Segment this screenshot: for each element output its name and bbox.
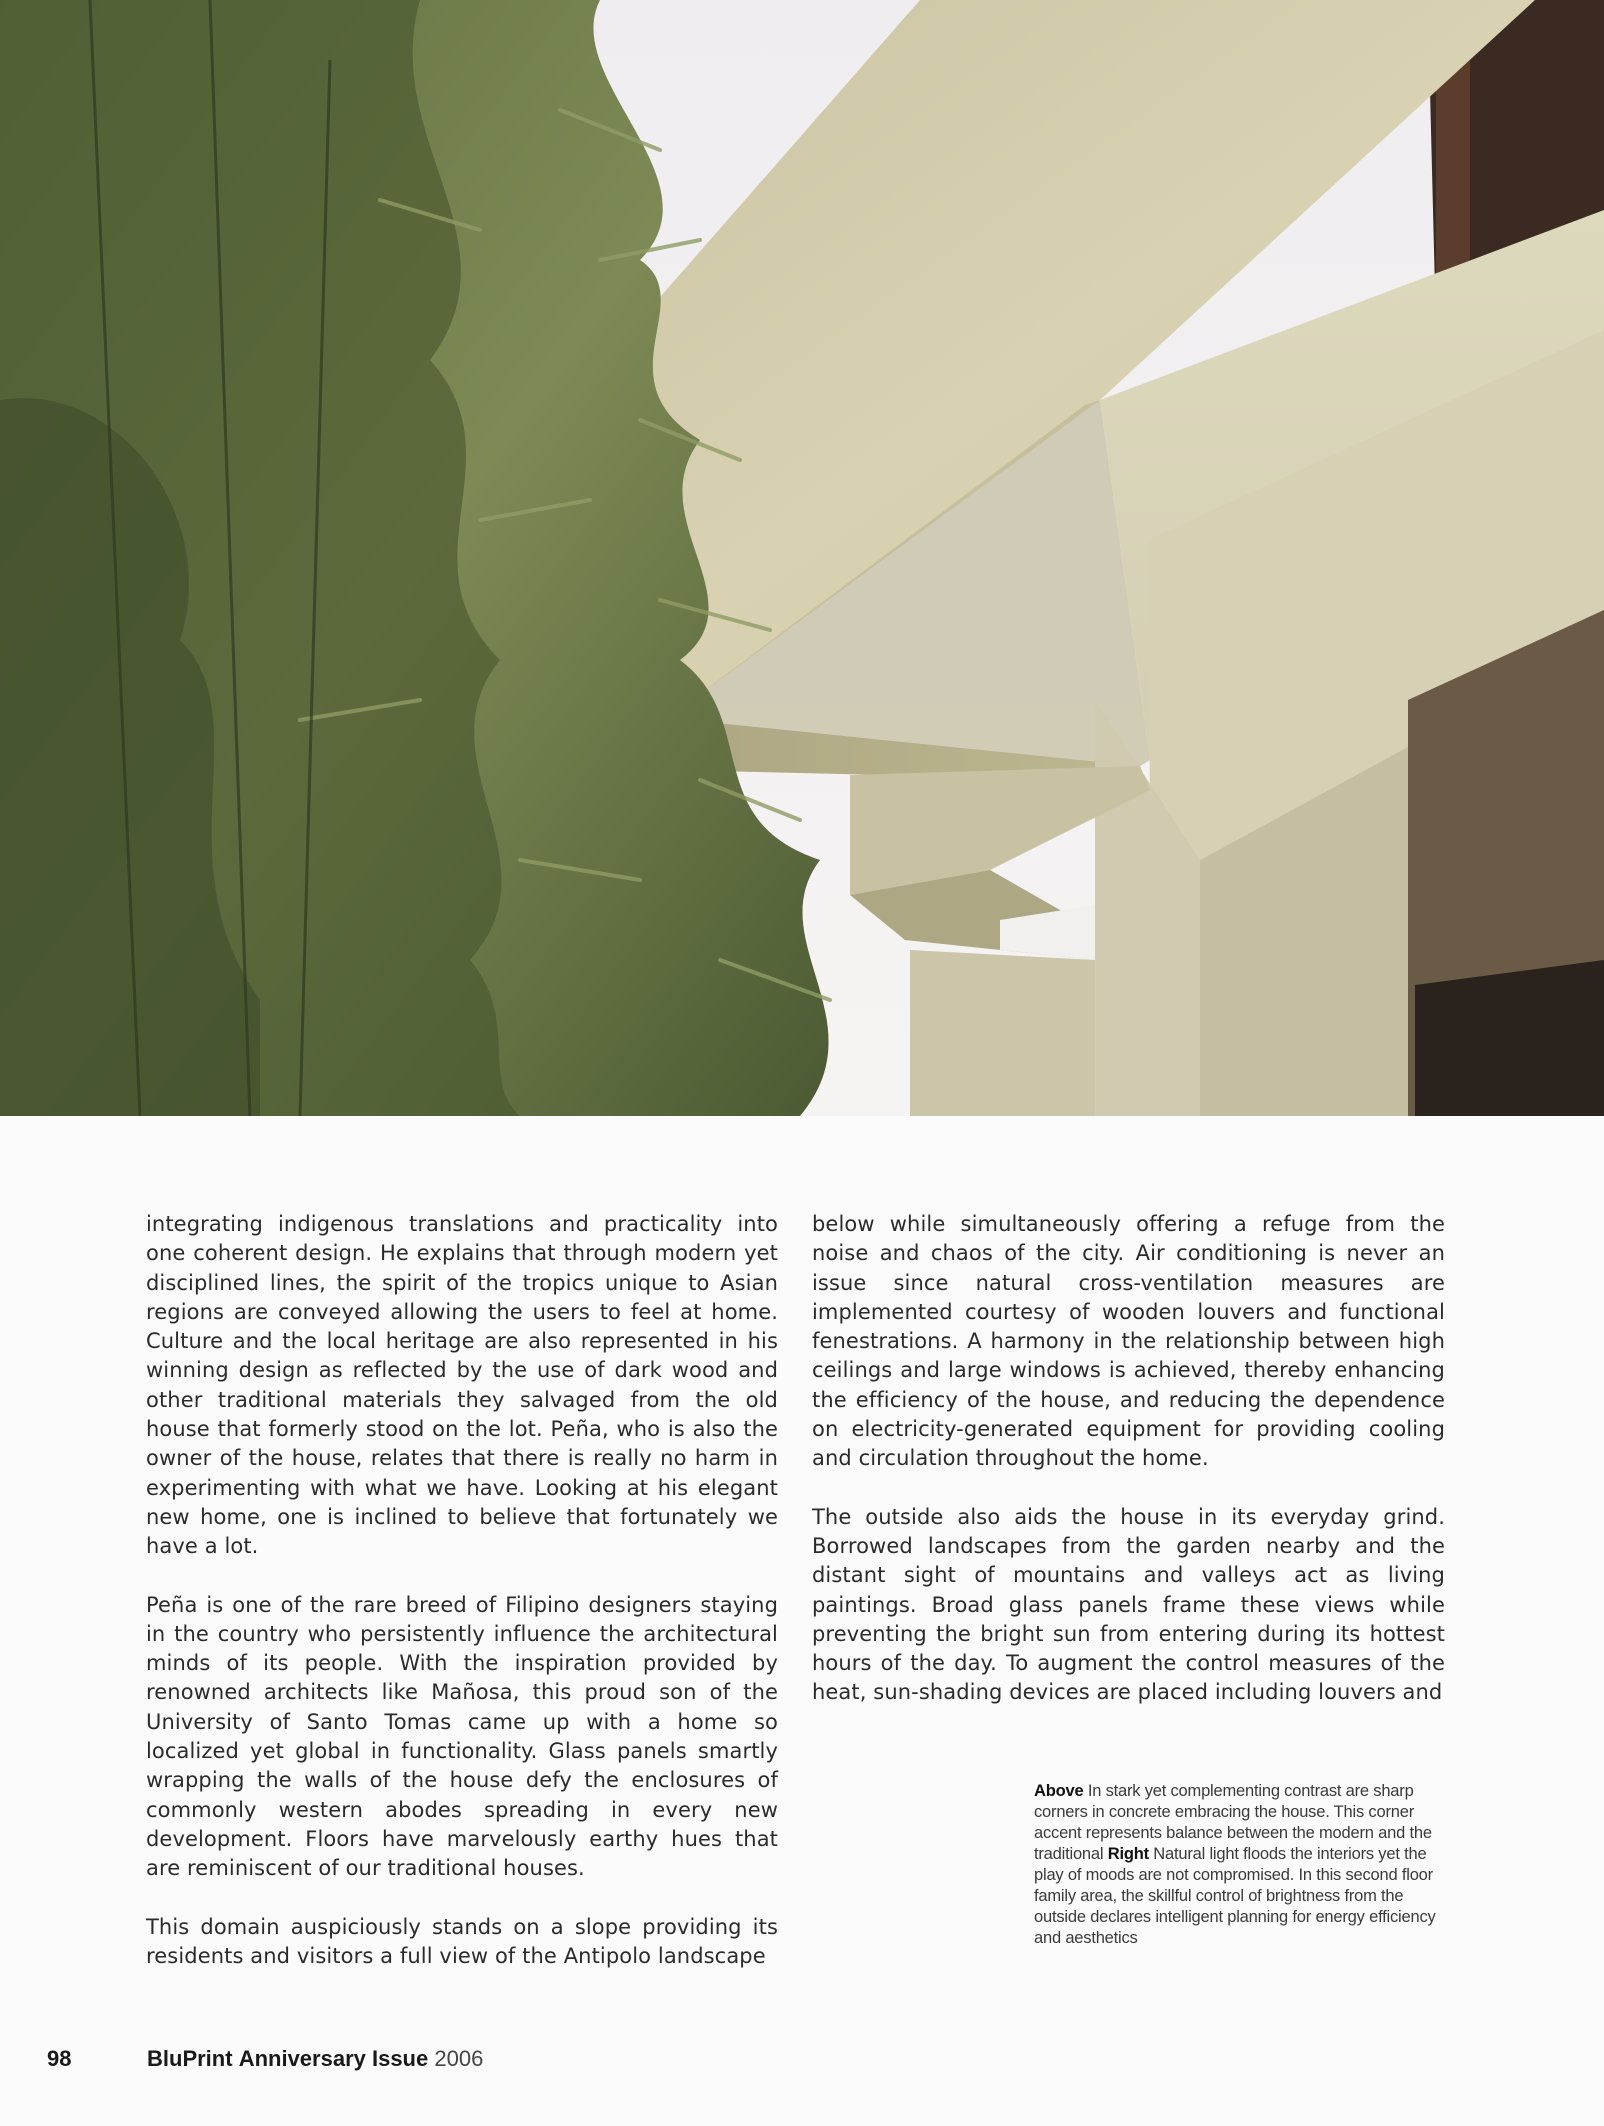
caption-right-label: Right [1107,1845,1149,1863]
photo-caption [1034,1781,1446,1949]
issue-name: Anniversary Issue [238,2046,429,2071]
article-paragraph: This domain auspiciously stands on a slope providing its residents and visitors a full view of the Antipolo landscape [146,1914,778,1968]
article-paragraph: integrating indigenous translations and practicality into one coherent design. He explains that through modern yet disciplined lines, the spirit of the tropics unique to Asian regions are conveyed allowing the users to feel at home. Culture and the local heritage are also represented in his winning design as reflected by the use of dark wood and other traditional materials they salvaged from the old house that formerly stood on the lot. Peña, who is also the owner of the house, relates that there is really no harm in experimenting with what we have. Looking at his elegant new home, one is inclined to believe that fortunately we have a lot. [146,1212,778,1559]
article-column-left [146,1210,778,1971]
page-number: 98 [47,2046,72,2071]
article-paragraph: Peña is one of the rare breed of Filipino designers staying in the country who persistently influence the architectural minds of its people. With the inspiration provided by renowned architects like Mañosa, this proud son of the University of Santo Tomas came up with a home so localized yet global in functionality. Glass panels smartly wrapping the walls of the house defy the enclosures of commonly western abodes spreading in every new development. Floors have marvelously earthy hues that are reminiscent of our traditional houses. [146,1592,778,1881]
article-paragraph: below while simultaneously offering a refuge from the noise and chaos of the city. Air conditioning is never an issue since natural cross-ventilation measures are implemented courtesy of wooden louvers and functional fenestrations. A harmony in the relationship between high ceilings and large windows is achieved, thereby enhancing the efficiency of the house, and reducing the dependence on electricity-generated equipment for providing cooling and circulation throughout the home. [812,1212,1445,1471]
caption-above-label: Above [1034,1782,1084,1800]
article-column-right [812,1210,1445,1708]
caption-above-text: In stark yet complementing contrast are sharp corners in concrete embracing the house. This corner accent represents balance between the modern and the traditional [1034,1782,1432,1863]
publication-name: BluPrint [147,2046,233,2071]
page-footer [47,2046,483,2076]
issue-year: 2006 [434,2046,484,2071]
article-paragraph: The outside also aids the house in its everyday grind. Borrowed landscapes from the garden nearby and the distant sight of mountains and valleys act as living paintings. Broad glass panels frame these views while preventing the bright sun from entering during its hottest hours of the day. To augment the control measures of the heat, sun-shading devices are placed including louvers and [812,1504,1445,1705]
caption-right-text: Natural light floods the interiors yet the play of moods are not compromised. In this second floor family area, the skillful control of brightness from the outside declares intelligent planning for energy efficiency and aesthetics [1034,1845,1436,1947]
